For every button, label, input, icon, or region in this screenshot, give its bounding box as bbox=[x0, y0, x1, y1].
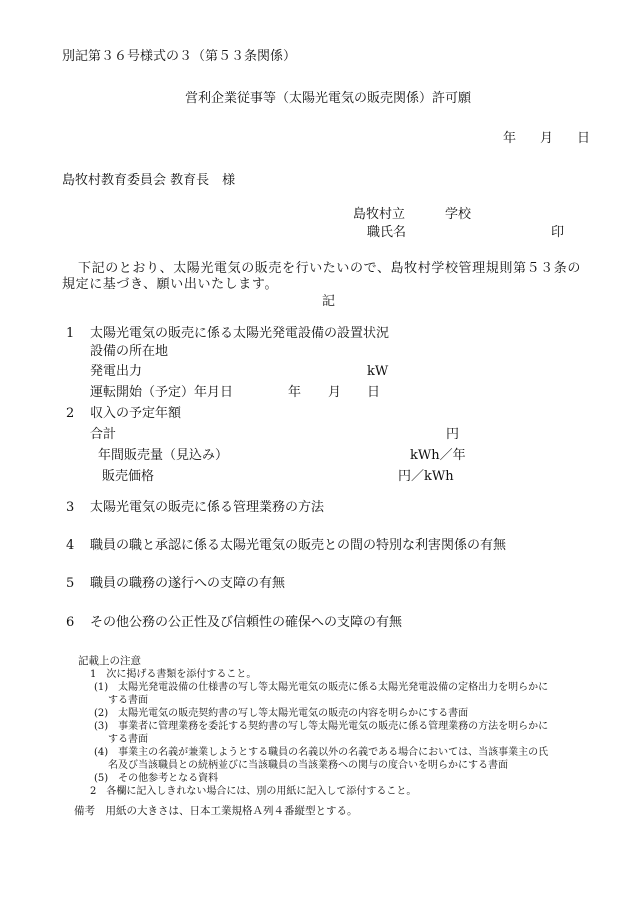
item-5-number: 5 bbox=[66, 576, 75, 591]
note-1-1a: (1) 太陽光発電設備の仕様書の写し等太陽光電気の販売に係る太陽光発電設備の定格出力を明らかに bbox=[94, 682, 549, 693]
item-2-total-label: 合計 bbox=[90, 427, 117, 442]
intro-line-1: 下記のとおり、太陽光電気の販売を行いたいので、島牧村学校管理規則第５３条の bbox=[78, 261, 581, 276]
item-1-start-day: 日 bbox=[367, 385, 381, 400]
item-6-label: その他公務の公正性及び信頼性の確保への支障の有無 bbox=[90, 615, 403, 630]
item-4-number: 4 bbox=[66, 538, 75, 553]
item-1-start-month: 月 bbox=[328, 385, 342, 400]
date-year: 年 bbox=[503, 131, 517, 146]
note-1: 1 次に掲げる書類を添付すること。 bbox=[90, 669, 257, 680]
intro-line-2: 規定に基づき、願い出いたします。 bbox=[62, 277, 279, 292]
item-2-label: 収入の予定年額 bbox=[90, 406, 182, 421]
seal-mark: 印 bbox=[551, 225, 565, 240]
date-day: 日 bbox=[577, 131, 591, 146]
item-2-price-unit: 円／kWh bbox=[398, 469, 454, 484]
item-5-label: 職員の職務の遂行への支障の有無 bbox=[90, 576, 286, 591]
item-3-label: 太陽光電気の販売に係る管理業務の方法 bbox=[90, 500, 325, 515]
remarks: 備考 用紙の大きさは、日本工業規格Ａ列４番縦型とする。 bbox=[74, 805, 358, 817]
note-1-5: (5) その他参考となる資料 bbox=[94, 773, 219, 784]
school-suffix: 学校 bbox=[445, 207, 472, 222]
note-1-4a: (4) 事業主の名義が兼業しようとする職員の名義以外の名義である場合においては、当該事業主の氏 bbox=[94, 747, 549, 758]
note-1-1b: する書面 bbox=[108, 695, 148, 706]
note-1-3a: (3) 事業者に管理業務を委託する契約書の写し等太陽光電気の販売に係る管理業務の方法を明らかに bbox=[94, 721, 549, 732]
form-title: 営利企業従事等（太陽光電気の販売関係）許可願 bbox=[185, 91, 472, 106]
note-1-4b: 名及び当該職員との続柄並びに当該職員の当該業務への関与の度合いを明らかにする書面 bbox=[108, 760, 508, 771]
note-1-2: (2) 太陽光電気の販売契約書の写し等太陽光電気の販売の内容を明らかにする書面 bbox=[94, 708, 469, 719]
item-2-price-label: 販売価格 bbox=[102, 469, 155, 484]
ki-marker: 記 bbox=[322, 294, 336, 309]
item-1-number: 1 bbox=[66, 326, 75, 341]
note-1-3b: する書面 bbox=[108, 734, 148, 745]
item-2-sales-unit: kWh／年 bbox=[410, 448, 466, 463]
item-4-label: 職員の職と承認に係る太陽光電気の販売との間の特別な利害関係の有無 bbox=[90, 538, 507, 553]
item-6-number: 6 bbox=[66, 615, 75, 630]
item-2-sales-label: 年間販売量（見込み） bbox=[98, 448, 229, 463]
item-3-number: 3 bbox=[66, 500, 75, 515]
addressee: 島牧村教育委員会 教育長 様 bbox=[62, 173, 236, 188]
date-month: 月 bbox=[540, 131, 554, 146]
item-2-number: 2 bbox=[66, 406, 75, 421]
note-2: 2 各欄に記入しきれない場合には、別の用紙に記入して添付すること。 bbox=[90, 786, 417, 797]
item-2-total-unit: 円 bbox=[446, 427, 460, 442]
item-1-label: 太陽光電気の販売に係る太陽光発電設備の設置状況 bbox=[90, 326, 390, 341]
item-1-output-unit: kW bbox=[367, 364, 389, 379]
school-prefix: 島牧村立 bbox=[353, 207, 406, 222]
item-1-location-label: 設備の所在地 bbox=[90, 344, 169, 359]
item-1-start-label: 運転開始（予定）年月日 bbox=[90, 385, 234, 400]
notes-heading: 記載上の注意 bbox=[78, 655, 141, 667]
item-1-start-year: 年 bbox=[288, 385, 302, 400]
form-number: 別記第３６号様式の３（第５３条関係） bbox=[62, 49, 297, 64]
position-name-label: 職氏名 bbox=[367, 225, 407, 240]
item-1-output-label: 発電出力 bbox=[90, 364, 143, 379]
